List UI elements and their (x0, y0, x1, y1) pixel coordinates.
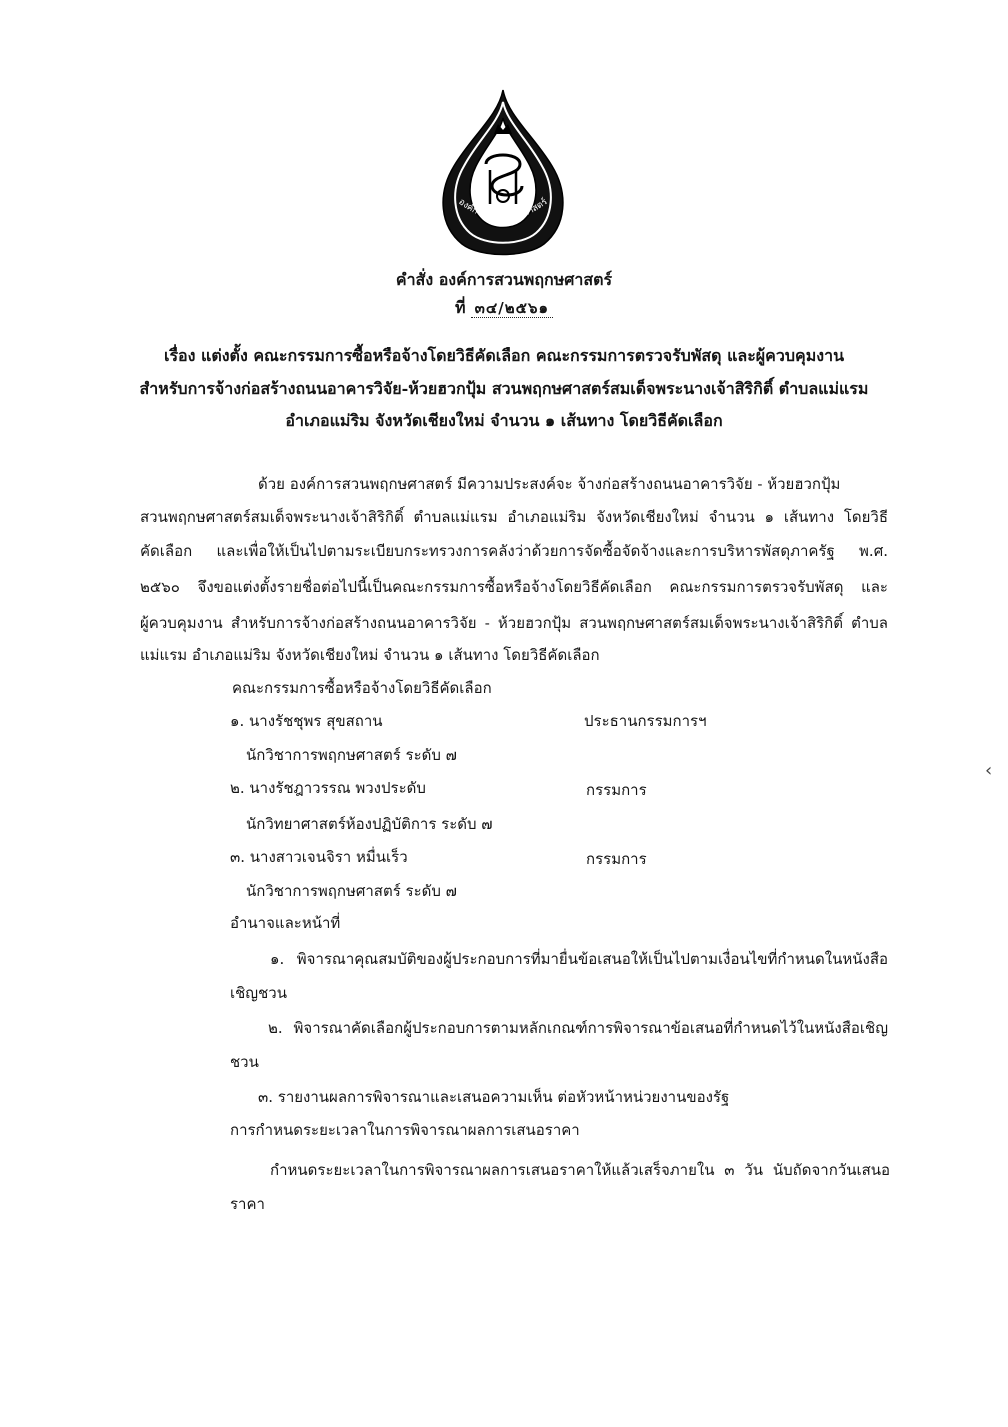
subject-line-2: สำหรับการจ้างก่อสร้างถนนอาคารวิจัย-ห้วยฮวกปุ้ม สวนพฤกษศาสตร์สมเด็จพระนางเจ้าสิริกิติ์ ตำบลแม่แรม (139, 379, 869, 398)
member-2-role: กรรมการ (586, 781, 647, 799)
subject-line-1: เรื่อง แต่งตั้ง คณะกรรมการซื้อหรือจ้างโดยวิธีคัดเลือก คณะกรรมการตรวจรับพัสดุ และผู้ควบคุมงาน (163, 346, 844, 365)
member-1-role: ประธานกรรมการฯ (584, 712, 707, 730)
member-1-name: ๑. นางรัชชุพร สุขสถาน (230, 712, 383, 730)
duty-2-line-2: ชวน (230, 1053, 259, 1071)
duty-1-line-1: ๑. พิจารณาคุณสมบัติของผู้ประกอบการที่มายื่นข้อเสนอให้เป็นไปตามเงื่อนไขที่กำหนดในหนังสือ (270, 950, 888, 968)
duties-heading: อำนาจและหน้าที่ (230, 914, 341, 932)
period-line-1: กำหนดระยะเวลาในการพิจารณาผลการเสนอราคาให้แล้วเสร็จภายใน ๓ วัน นับถัดจากวันเสนอ (270, 1161, 890, 1179)
duty-3: ๓. รายงานผลการพิจารณาและเสนอความเห็น ต่อหัวหน้าหน่วยงานของรัฐ (258, 1088, 730, 1106)
para-line-2: สวนพฤกษศาสตร์สมเด็จพระนางเจ้าสิริกิติ์ ตำบลแม่แรม อำเภอแม่ริม จังหวัดเชียงใหม่ จำนวน ๑ เส้นทาง โดยวิธี (140, 508, 888, 526)
duty-1-line-2: เชิญชวน (230, 984, 287, 1002)
para-line-5: ผู้ควบคุมงาน สำหรับการจ้างก่อสร้างถนนอาคารวิจัย - ห้วยฮวกปุ้ม สวนพฤกษศาสตร์สมเด็จพระนางเจ้าสิริกิติ์ ตำบล (140, 614, 888, 632)
order-number-line (0, 296, 1008, 321)
subject-line-3: อำเภอแม่ริม จังหวัดเชียงใหม่ จำนวน ๑ เส้นทาง โดยวิธีคัดเลือก (285, 411, 723, 430)
committee-heading: คณะกรรมการซื้อหรือจ้างโดยวิธีคัดเลือก (232, 679, 492, 697)
member-3-role: กรรมการ (586, 850, 647, 868)
order-number-prefix: ที่ (454, 298, 466, 317)
order-number: ๓๔/๒๕๖๑ (471, 299, 553, 318)
para-line-1: ด้วย องค์การสวนพฤกษศาสตร์ มีความประสงค์จะ จ้างก่อสร้างถนนอาคารวิจัย - ห้วยฮวกปุ้ม (258, 475, 841, 493)
para-line-3: คัดเลือก และเพื่อให้เป็นไปตามระเบียบกระทรวงการคลังว่าด้วยการจัดซื้อจัดจ้างและการบริหารพัสดุภาครัฐ พ.ศ. (140, 542, 888, 560)
order-title: คำสั่ง องค์การสวนพฤกษศาสตร์ (395, 270, 613, 289)
member-2-position: นักวิทยาศาสตร์ห้องปฏิบัติการ ระดับ ๗ (246, 815, 493, 833)
para-line-6: แม่แรม อำเภอแม่ริม จังหวัดเชียงใหม่ จำนวน ๑ เส้นทาง โดยวิธีคัดเลือก (140, 646, 600, 664)
member-3-position: นักวิชาการพฤกษศาสตร์ ระดับ ๗ (246, 882, 457, 900)
duty-2-line-1: ๒. พิจารณาคัดเลือกผู้ประกอบการตามหลักเกณฑ์การพิจารณาข้อเสนอที่กำหนดไว้ในหนังสือเชิญ (268, 1019, 888, 1037)
para-line-4: ๒๕๖๐ จึงขอแต่งตั้งรายชื่อต่อไปนี้เป็นคณะกรรมการซื้อหรือจ้างโดยวิธีคัดเลือก คณะกรรมการตรวจรับพัสดุ และ (140, 578, 888, 596)
member-3-name: ๓. นางสาวเจนจิรา หมื่นเร็ว (230, 848, 408, 866)
period-heading: การกำหนดระยะเวลาในการพิจารณาผลการเสนอราคา (230, 1121, 580, 1139)
organization-logo (432, 86, 574, 258)
member-2-name: ๒. นางรัชฎาวรรณ พวงประดับ (230, 779, 426, 797)
member-1-position: นักวิชาการพฤกษศาสตร์ ระดับ ๗ (246, 746, 457, 764)
margin-mark: ‹ (985, 760, 993, 781)
period-line-2: ราคา (230, 1195, 265, 1213)
logo-seal-text: องค์การสวนพฤกษศาสตร์ (456, 197, 550, 224)
